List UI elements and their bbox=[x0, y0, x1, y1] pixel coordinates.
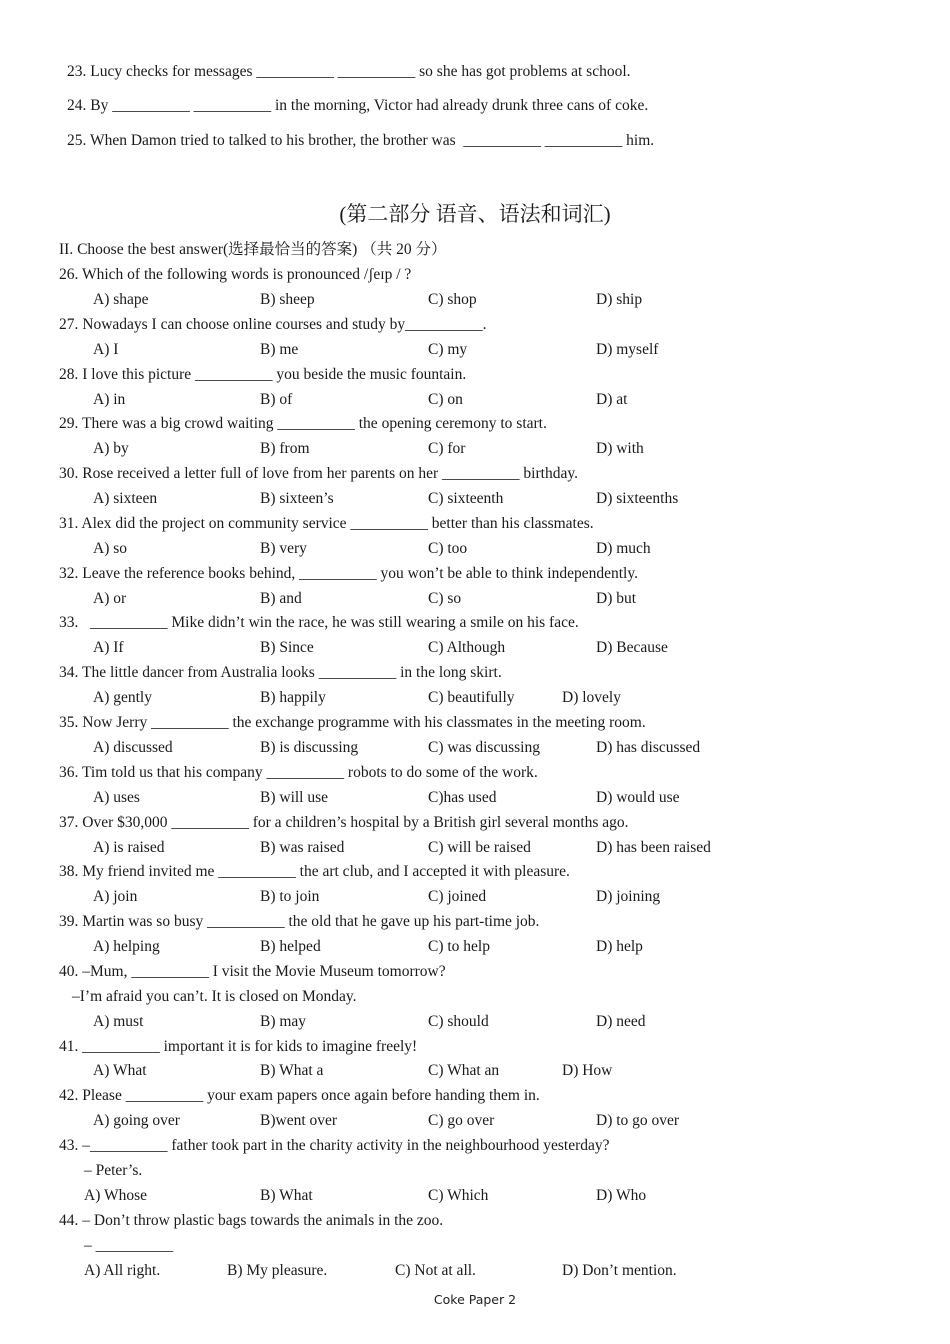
option-d[interactable]: D) sixteenths bbox=[596, 490, 679, 507]
question-stem: 29. There was a big crowd waiting __________ the opening ceremony to start. bbox=[59, 415, 547, 432]
question-stem: 32. Leave the reference books behind, __________ you won’t be able to think independently. bbox=[59, 565, 638, 582]
option-d[interactable]: D) has discussed bbox=[596, 739, 701, 756]
option-c[interactable]: C) on bbox=[428, 391, 463, 408]
option-b[interactable]: B) to join bbox=[260, 888, 320, 905]
option-d[interactable]: D) Who bbox=[596, 1187, 647, 1204]
option-d[interactable]: D) at bbox=[596, 391, 628, 408]
option-d[interactable]: D) Because bbox=[596, 639, 668, 656]
option-b[interactable]: B) of bbox=[260, 391, 293, 408]
option-c[interactable]: C)has used bbox=[428, 789, 497, 806]
option-c[interactable]: C) Although bbox=[428, 639, 506, 656]
question-stem: 36. Tim told us that his company __________ robots to do some of the work. bbox=[59, 764, 538, 781]
question-stem: 37. Over $30,000 __________ for a children’s hospital by a British girl several months ago. bbox=[59, 814, 629, 831]
option-c[interactable]: C) sixteenth bbox=[428, 490, 504, 507]
option-b[interactable]: B)went over bbox=[260, 1112, 338, 1129]
option-c[interactable]: C) too bbox=[428, 540, 468, 557]
option-c[interactable]: C) my bbox=[428, 341, 468, 358]
option-c[interactable]: C) Not at all. bbox=[395, 1262, 476, 1279]
page-footer: Coke Paper 2 bbox=[433, 1292, 517, 1307]
question-stem: 42. Please __________ your exam papers once again before handing them in. bbox=[59, 1087, 540, 1104]
option-c[interactable]: C) What an bbox=[428, 1062, 500, 1079]
question-23: 23. Lucy checks for messages __________ __________ so she has got problems at school. bbox=[67, 63, 631, 80]
question-reply: –I’m afraid you can’t. It is closed on Monday. bbox=[72, 988, 357, 1005]
question-stem: 38. My friend invited me __________ the art club, and I accepted it with pleasure. bbox=[59, 863, 570, 880]
option-a[interactable]: A) I bbox=[93, 341, 119, 358]
option-c[interactable]: C) go over bbox=[428, 1112, 495, 1129]
question-stem: 41. __________ important it is for kids to imagine freely! bbox=[59, 1038, 418, 1055]
option-c[interactable]: C) for bbox=[428, 440, 466, 457]
option-a[interactable]: A) in bbox=[93, 391, 126, 408]
option-a[interactable]: A) join bbox=[93, 888, 138, 905]
option-a[interactable]: A) going over bbox=[93, 1112, 180, 1129]
question-stem: 35. Now Jerry __________ the exchange programme with his classmates in the meeting room. bbox=[59, 714, 646, 731]
option-d[interactable]: D) How bbox=[562, 1062, 613, 1079]
option-b[interactable]: B) and bbox=[260, 590, 302, 607]
option-b[interactable]: B) from bbox=[260, 440, 310, 457]
option-c[interactable]: C) will be raised bbox=[428, 839, 531, 856]
question-stem: 30. Rose received a letter full of love from her parents on her __________ birthday. bbox=[59, 465, 578, 482]
question-24: 24. By __________ __________ in the morning, Victor had already drunk three cans of coke. bbox=[67, 97, 649, 114]
question-stem: 33. __________ Mike didn’t win the race, he was still wearing a smile on his face. bbox=[59, 614, 579, 631]
option-b[interactable]: B) sheep bbox=[260, 291, 315, 308]
option-d[interactable]: D) help bbox=[596, 938, 643, 955]
option-b[interactable]: B) happily bbox=[260, 689, 326, 706]
option-d[interactable]: D) would use bbox=[596, 789, 680, 806]
option-a[interactable]: A) gently bbox=[93, 689, 152, 706]
option-c[interactable]: C) shop bbox=[428, 291, 477, 308]
option-d[interactable]: D) has been raised bbox=[596, 839, 711, 856]
question-reply: – __________ bbox=[84, 1237, 174, 1254]
question-stem: 26. Which of the following words is pronounced /ʃeɪp / ? bbox=[59, 266, 412, 283]
question-stem: 44. – Don’t throw plastic bags towards the animals in the zoo. bbox=[59, 1212, 444, 1229]
option-a[interactable]: A) Whose bbox=[84, 1187, 147, 1204]
option-b[interactable]: B) Since bbox=[260, 639, 314, 656]
option-a[interactable]: A) If bbox=[93, 639, 124, 656]
option-a[interactable]: A) uses bbox=[93, 789, 140, 806]
option-c[interactable]: C) was discussing bbox=[428, 739, 540, 756]
option-a[interactable]: A) discussed bbox=[93, 739, 173, 756]
option-d[interactable]: D) Don’t mention. bbox=[562, 1262, 677, 1279]
option-a[interactable]: A) is raised bbox=[93, 839, 165, 856]
question-stem: 28. I love this picture __________ you beside the music fountain. bbox=[59, 366, 467, 383]
option-a[interactable]: A) What bbox=[93, 1062, 147, 1079]
option-b[interactable]: B) helped bbox=[260, 938, 321, 955]
question-stem: 39. Martin was so busy __________ the old that he gave up his part-time job. bbox=[59, 913, 540, 930]
option-a[interactable]: A) sixteen bbox=[93, 490, 158, 507]
option-a[interactable]: A) by bbox=[93, 440, 129, 457]
option-a[interactable]: A) shape bbox=[93, 291, 149, 308]
option-d[interactable]: D) much bbox=[596, 540, 651, 557]
question-reply: – Peter’s. bbox=[84, 1162, 143, 1179]
option-d[interactable]: D) but bbox=[596, 590, 637, 607]
option-a[interactable]: A) or bbox=[93, 590, 127, 607]
option-c[interactable]: C) so bbox=[428, 590, 462, 607]
option-a[interactable]: A) so bbox=[93, 540, 128, 557]
option-c[interactable]: C) should bbox=[428, 1013, 489, 1030]
option-a[interactable]: A) All right. bbox=[84, 1262, 161, 1279]
option-c[interactable]: C) to help bbox=[428, 938, 490, 955]
section-title: (第二部分 语音、语法和词汇) bbox=[339, 202, 611, 226]
option-d[interactable]: D) need bbox=[596, 1013, 646, 1030]
option-d[interactable]: D) ship bbox=[596, 291, 643, 308]
option-b[interactable]: B) My pleasure. bbox=[227, 1262, 328, 1279]
option-c[interactable]: C) joined bbox=[428, 888, 487, 905]
option-c[interactable]: C) beautifully bbox=[428, 689, 515, 706]
question-stem: 27. Nowadays I can choose online courses and study by__________. bbox=[59, 316, 487, 333]
option-b[interactable]: B) is discussing bbox=[260, 739, 359, 756]
option-b[interactable]: B) What a bbox=[260, 1062, 324, 1079]
question-stem: 34. The little dancer from Australia looks __________ in the long skirt. bbox=[59, 664, 502, 681]
section-instruction: II. Choose the best answer(选择最恰当的答案) （共 20 分） bbox=[59, 241, 447, 258]
option-a[interactable]: A) must bbox=[93, 1013, 144, 1030]
option-d[interactable]: D) myself bbox=[596, 341, 659, 358]
option-d[interactable]: D) to go over bbox=[596, 1112, 680, 1129]
option-a[interactable]: A) helping bbox=[93, 938, 160, 955]
option-d[interactable]: D) lovely bbox=[562, 689, 621, 706]
option-b[interactable]: B) sixteen’s bbox=[260, 490, 334, 507]
option-b[interactable]: B) me bbox=[260, 341, 299, 358]
option-b[interactable]: B) very bbox=[260, 540, 307, 557]
option-d[interactable]: D) joining bbox=[596, 888, 661, 905]
option-b[interactable]: B) may bbox=[260, 1013, 307, 1030]
option-b[interactable]: B) will use bbox=[260, 789, 329, 806]
option-c[interactable]: C) Which bbox=[428, 1187, 489, 1204]
option-b[interactable]: B) was raised bbox=[260, 839, 345, 856]
option-b[interactable]: B) What bbox=[260, 1187, 313, 1204]
question-stem: 43. –__________ father took part in the charity activity in the neighbourhood yesterday? bbox=[59, 1137, 610, 1154]
question-stem: 40. –Mum, __________ I visit the Movie Museum tomorrow? bbox=[59, 963, 446, 980]
question-stem: 31. Alex did the project on community service __________ better than his classmates. bbox=[59, 515, 594, 532]
option-d[interactable]: D) with bbox=[596, 440, 644, 457]
question-25: 25. When Damon tried to talked to his brother, the brother was __________ __________ him. bbox=[67, 132, 655, 149]
